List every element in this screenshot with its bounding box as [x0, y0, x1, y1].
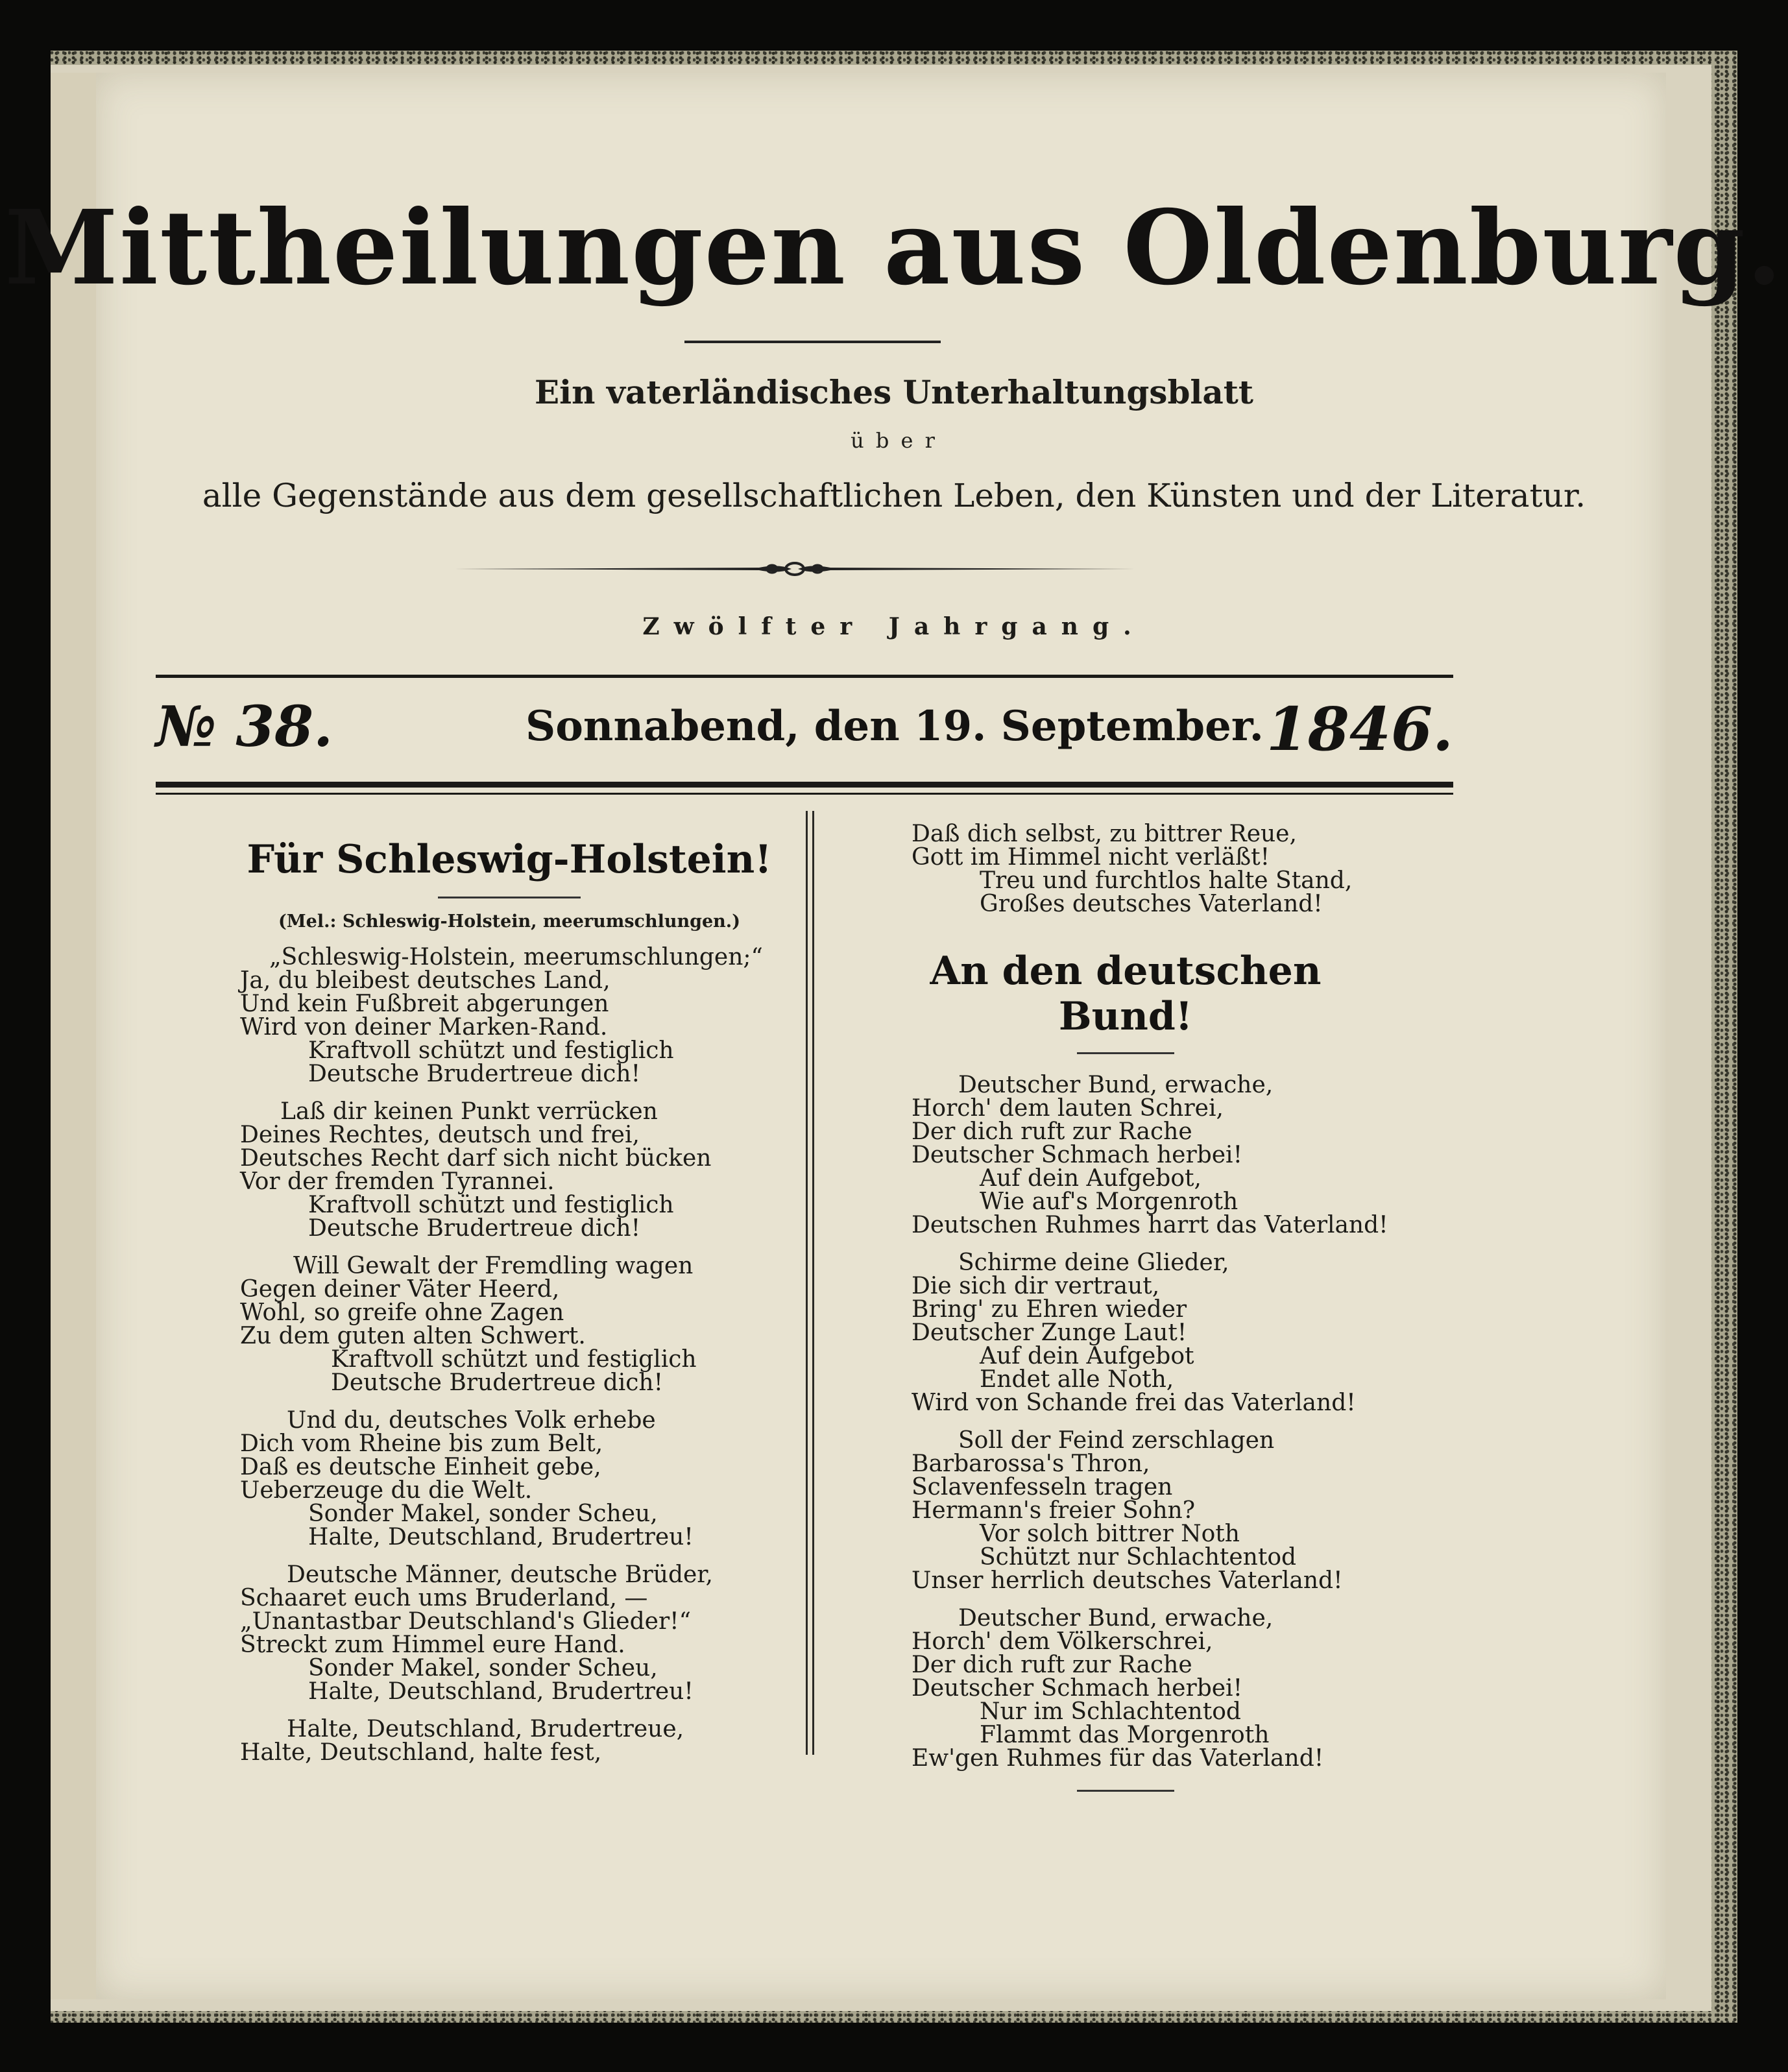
poem-refrain-line: Auf dein Aufgebot: [980, 1343, 1194, 1369]
poem-closing-line: Unser herrlich deutsches Vaterland!: [912, 1567, 1343, 1594]
poem2-title-rule: [1077, 1052, 1174, 1054]
poem-line: Deines Rechtes, deutsch und frei,: [240, 1122, 640, 1148]
poem-line: Streckt zum Himmel eure Hand.: [240, 1632, 625, 1658]
poem-line: Wird von deiner Marken-Rand.: [240, 1014, 608, 1041]
poem-refrain-line: Wie auf's Morgenroth: [980, 1188, 1238, 1215]
poem-line: Dich vom Rheine bis zum Belt,: [240, 1430, 603, 1457]
poem-line: Horch' dem lauten Schrei,: [912, 1095, 1224, 1122]
poem-refrain-line: Kraftvoll schützt und festiglich: [308, 1037, 674, 1064]
poem-line: Deutscher Bund, erwache,: [958, 1605, 1274, 1632]
poem-refrain-line: Nur im Schlachtentod: [980, 1698, 1241, 1725]
poem1-stanza-5: [240, 1563, 779, 1704]
poem1-stanza-3: [240, 1255, 779, 1395]
poem2-stanza-4: [912, 1607, 1444, 1770]
poem1-title: Für Schleswig-Holstein!: [247, 837, 772, 882]
poem-refrain-line: Kraftvoll schützt und festiglich: [308, 1192, 674, 1218]
poem-line: „Unantastbar Deutschland's Glieder!“: [240, 1608, 692, 1635]
poem-line: Gott im Himmel nicht verläßt!: [912, 844, 1270, 871]
masthead-ueber: ü b e r: [851, 428, 937, 453]
poem-line: Halte, Deutschland, halte fest,: [240, 1739, 602, 1766]
poem-line: Die sich dir vertraut,: [912, 1273, 1160, 1299]
poem1-stanza-6: [240, 1718, 779, 1765]
poem-line: Daß es deutsche Einheit gebe,: [240, 1454, 601, 1480]
poem-refrain-line: Schützt nur Schlachtentod: [980, 1544, 1297, 1571]
poem1-melody: (Mel.: Schleswig-Holstein, meerumschlungen.): [278, 911, 740, 932]
poem-line: Deutscher Zunge Laut!: [912, 1319, 1187, 1346]
poem-refrain-line: Flammt das Morgenroth: [980, 1722, 1270, 1748]
poem-line: Horch' dem Völkerschrei,: [912, 1628, 1213, 1655]
poem-line: Ja, du bleibest deutsches Land,: [240, 967, 610, 994]
poem-line: Vor der fremden Tyrannei.: [240, 1168, 555, 1195]
poem-line: Daß dich selbst, zu bittrer Reue,: [912, 821, 1297, 847]
poem-line: „Schleswig-Holstein, meerumschlungen;“: [269, 944, 763, 970]
masthead-jahrgang: Zwölfter Jahrgang.: [642, 613, 1146, 640]
poem-refrain-line: Halte, Deutschland, Brudertreu!: [308, 1524, 694, 1550]
poem-line: Deutscher Schmach herbei!: [912, 1675, 1243, 1702]
masthead-topics: alle Gegenstände aus dem gesellschaftlichen Leben, den Künsten und der Literatur.: [202, 477, 1586, 514]
poem-refrain-line: Deutsche Brudertreue dich!: [308, 1061, 641, 1087]
poem-closing-line: Ew'gen Ruhmes für das Vaterland!: [912, 1745, 1324, 1772]
poem-closing-line: Deutschen Ruhmes harrt das Vaterland!: [912, 1212, 1388, 1238]
issue-number: № 38.: [156, 694, 333, 760]
poem-line: Barbarossa's Thron,: [912, 1451, 1150, 1477]
left-column: [240, 837, 779, 1765]
ornament-rule: [454, 561, 1135, 577]
poem-line: Ueberzeuge du die Welt.: [240, 1477, 533, 1504]
poem1-stanza-2: [240, 1100, 779, 1240]
poem-line: Schaaret euch ums Bruderland, —: [240, 1585, 648, 1611]
poem-refrain-line: Sonder Makel, sonder Scheu,: [308, 1655, 658, 1681]
poem-line: Laß dir keinen Punkt verrücken: [280, 1098, 658, 1125]
poem-line: Sclavenfesseln tragen: [912, 1474, 1173, 1500]
issue-bottom-rule-thick: [156, 782, 1453, 788]
poem-line: Hermann's freier Sohn?: [912, 1497, 1196, 1524]
poem-line: Deutscher Bund, erwache,: [958, 1072, 1274, 1098]
poem-line: Wohl, so greife ohne Zagen: [240, 1299, 564, 1326]
poem2-stanza-3: [912, 1429, 1444, 1593]
poem-refrain-line: Treu und furchtlos halte Stand,: [980, 867, 1353, 894]
column-divider-left: [806, 811, 808, 1755]
poem-closing-line: Wird von Schande frei das Vaterland!: [912, 1390, 1356, 1416]
poem2-stanza-2: [912, 1251, 1444, 1415]
poem-refrain-line: Vor solch bittrer Noth: [980, 1521, 1240, 1547]
poem-line: Soll der Feind zerschlagen: [958, 1427, 1275, 1454]
issue-year: 1846.: [1266, 694, 1453, 764]
poem-line: Deutscher Schmach herbei!: [912, 1142, 1243, 1168]
title-rule: [684, 341, 941, 343]
poem-line: Und du, deutsches Volk erhebe: [287, 1407, 656, 1434]
poem2-title: An den deutschen Bund!: [930, 948, 1322, 1039]
poem-line: Schirme deine Glieder,: [958, 1249, 1229, 1276]
issue-bottom-rule-thin: [156, 793, 1453, 795]
masthead-subtitle: Ein vaterländisches Unterhaltungsblatt: [535, 373, 1253, 411]
poem-refrain-line: Endet alle Noth,: [980, 1366, 1174, 1393]
poem-line: Der dich ruft zur Rache: [912, 1118, 1192, 1145]
poem-line: Deutsche Männer, deutsche Brüder,: [287, 1561, 713, 1588]
poem-line: Halte, Deutschland, Brudertreue,: [287, 1716, 684, 1742]
issue-date: Sonnabend, den 19. September.: [526, 702, 1264, 751]
left-page-edge: [51, 73, 98, 1999]
masthead-title: Mittheilungen aus Oldenburg.: [5, 188, 1783, 308]
issue-line: [156, 694, 1453, 765]
poem-line: Deutsches Recht darf sich nicht bücken: [240, 1145, 712, 1172]
right-column: [912, 823, 1444, 1792]
poem1-title-rule: [438, 897, 581, 898]
poem-refrain-line: Halte, Deutschland, Brudertreu!: [308, 1678, 694, 1705]
poem2-end-rule: [1077, 1790, 1174, 1792]
poem-refrain-line: Großes deutsches Vaterland!: [980, 891, 1323, 917]
issue-top-rule: [156, 675, 1453, 678]
poem-refrain-line: Auf dein Aufgebot,: [980, 1165, 1202, 1192]
poem-line: Und kein Fußbreit abgerungen: [240, 991, 609, 1017]
poem-line: Bring' zu Ehren wieder: [912, 1296, 1187, 1323]
poem-line: Der dich ruft zur Rache: [912, 1652, 1192, 1678]
poem-line: Zu dem guten alten Schwert.: [240, 1323, 586, 1349]
poem-refrain-line: Deutsche Brudertreue dich!: [308, 1215, 641, 1242]
poem-refrain-line: Deutsche Brudertreue dich!: [331, 1369, 664, 1396]
poem-refrain-line: Sonder Makel, sonder Scheu,: [308, 1500, 658, 1527]
poem1-stanza-1: [240, 946, 779, 1086]
column-divider-right: [812, 811, 814, 1755]
poem-line: Gegen deiner Väter Heerd,: [240, 1276, 560, 1303]
poem-line: Will Gewalt der Fremdling wagen: [293, 1253, 694, 1279]
poem-refrain-line: Kraftvoll schützt und festiglich: [331, 1346, 697, 1373]
poem1-continuation: [912, 823, 1444, 916]
poem1-stanza-4: [240, 1409, 779, 1549]
poem2-stanza-1: [912, 1074, 1444, 1237]
